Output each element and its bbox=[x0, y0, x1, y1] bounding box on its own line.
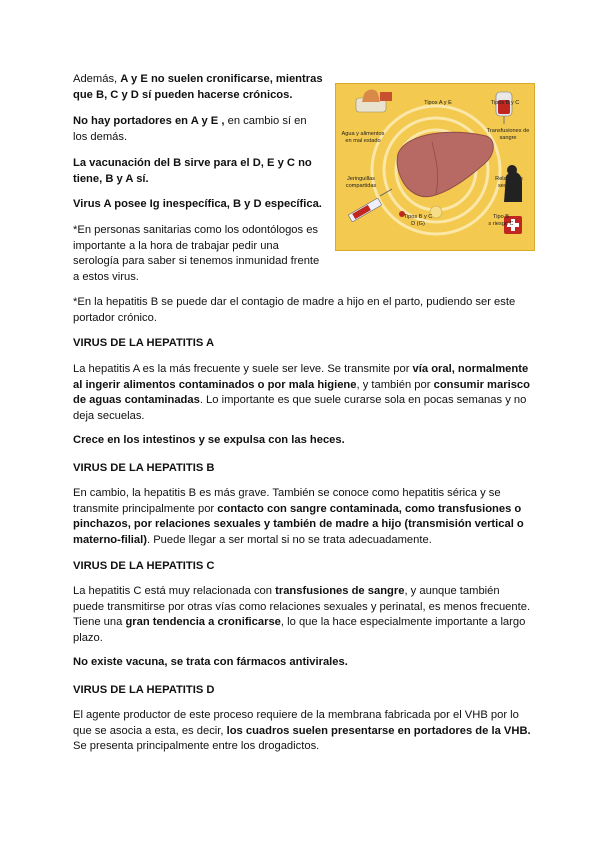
intro-paragraph-1: Además, A y E no suelen cronificarse, mientras que B, C y D sí pueden hacerse crónicos. bbox=[73, 73, 323, 101]
intro-paragraph-5: *En personas sanitarias como los odontólogos es importante a la hora de trabajar pedir una serología para saber si tenemos inmunidad frente a estos virus. bbox=[73, 224, 320, 283]
paragraph-hepatitis-d: El agente productor de este proceso requiere de la membrana fabricada por el VHB por lo que se asocia a esta, es decir, los cuadros suelen presentarse en portadores de la VHB. Se presenta principalmente entre los drogadictos. bbox=[73, 709, 531, 752]
liver-icon bbox=[397, 132, 493, 196]
label-tipos-bcd-line2: D (G) bbox=[411, 220, 425, 227]
heading-hepatitis-b: VIRUS DE LA HEPATITIS B bbox=[73, 462, 215, 474]
hepatitis-transmission-figure bbox=[335, 83, 535, 251]
note-hepatitis-a: Crece en los intestinos y se expulsa con las heces. bbox=[73, 434, 345, 446]
label-tipos-bcd-line1: Tipos B y C bbox=[403, 214, 433, 220]
label-tipo-b-line2: s riesgo C bbox=[488, 220, 514, 227]
label-tipos-bc-top: Tipos B y C bbox=[490, 100, 520, 106]
intro-paragraph-2: No hay portadores en A y E , en cambio sí en los demás. bbox=[73, 115, 307, 143]
label-relaciones: Relaciones sexuales bbox=[495, 176, 523, 189]
syringe-icon bbox=[348, 189, 392, 222]
label-agua-alimentos: Agua y alimentos en mal estado bbox=[341, 131, 385, 144]
intro-paragraph-3: La vacunación del B sirve para el D, E y C no tiene, B y A sí. bbox=[73, 157, 312, 185]
paragraph-hepatitis-a: La hepatitis A es la más frecuente y suele ser leve. Se transmite por vía oral, normalmente al ingerir alimentos contaminados o por mala higiene, y también por consumir marisco de aguas contaminadas. Lo importante es que suele curarse sola en pocas semanas y no deja secuelas. bbox=[73, 363, 530, 422]
intro-paragraph-6: *En la hepatitis B se puede dar el contagio de madre a hijo en el parto, pudiendo ser este portador crónico. bbox=[73, 296, 516, 324]
heading-hepatitis-c: VIRUS DE LA HEPATITIS C bbox=[73, 560, 215, 572]
paragraph-hepatitis-b: En cambio, la hepatitis B es más grave. También se conoce como hepatitis sérica y se transmite principalmente por contacto con sangre contaminada, como transfusiones o pinchazos, por relaciones sexuales y también de madre a hijo (transmisión vertical o materno-filial). Puede llegar a ser mortal si no se trata adecuadamente. bbox=[73, 487, 524, 546]
label-tipos-ae: Tipos A y E bbox=[424, 100, 452, 106]
label-tipos-bcd bbox=[398, 214, 438, 227]
food-item-icon bbox=[362, 90, 380, 103]
intro-paragraph-4: Virus A posee Ig inespecífica, B y D específica. bbox=[73, 198, 322, 210]
paragraph-hepatitis-c: La hepatitis C está muy relacionada con transfusiones de sangre, y aunque también puede transmitirse por otras vías como relaciones sexuales y perinatal, es menos frecuente. Tiene una gran tendencia a cronificarse, lo que la hace especialmente importante a largo plazo. bbox=[73, 585, 531, 644]
note-hepatitis-c: No existe vacuna, se trata con fármacos antivirales. bbox=[73, 656, 348, 668]
label-transfusiones: Transfusiones de sangre bbox=[486, 128, 530, 141]
label-tipo-b bbox=[486, 214, 516, 227]
heading-hepatitis-d: VIRUS DE LA HEPATITIS D bbox=[73, 684, 215, 696]
food-box-icon bbox=[380, 92, 392, 101]
label-tipo-b-line1: Tipo B bbox=[493, 214, 509, 220]
label-jeringuillas: Jeringuillas compartidas bbox=[345, 176, 377, 189]
heading-hepatitis-a: VIRUS DE LA HEPATITIS A bbox=[73, 337, 215, 349]
